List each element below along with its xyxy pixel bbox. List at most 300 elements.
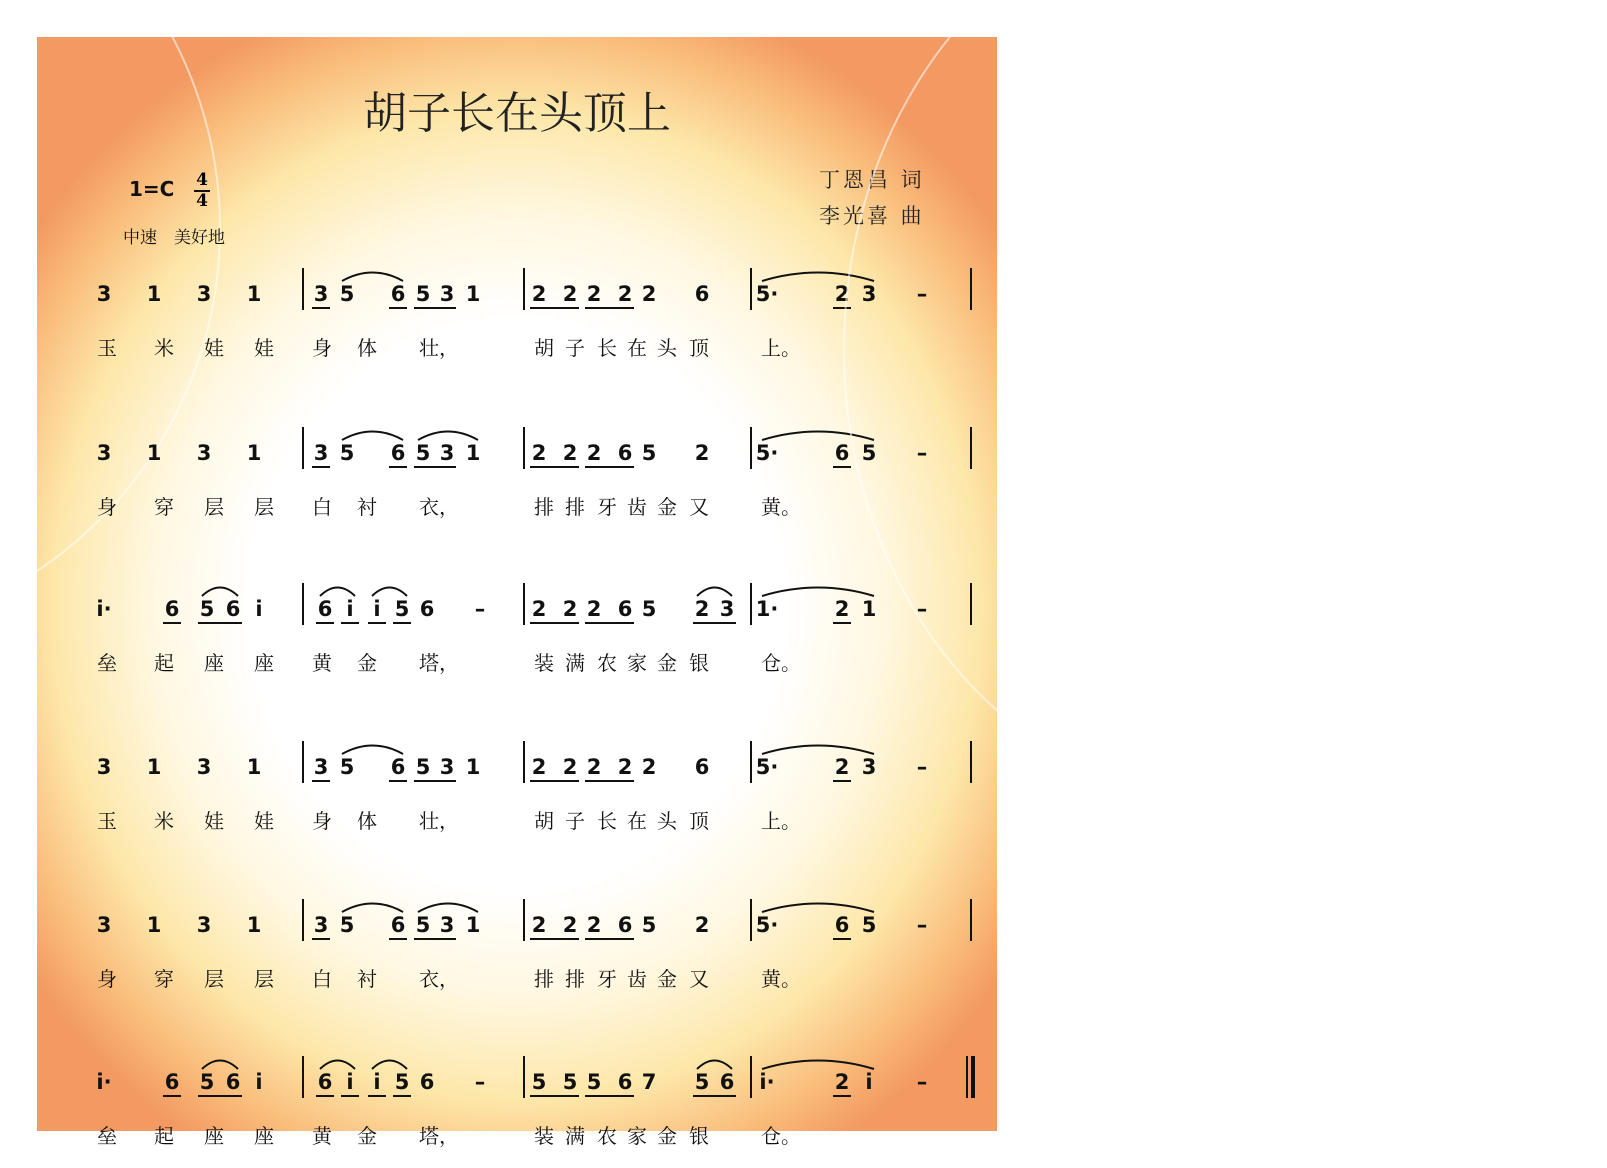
duration-underline: [585, 938, 634, 940]
jianpu-note: 5: [339, 441, 355, 465]
jianpu-note: 5·: [755, 282, 779, 306]
jianpu-note: 2: [531, 282, 547, 306]
barline: [750, 1056, 752, 1098]
barline: [970, 427, 972, 469]
jianpu-note: 6: [694, 755, 710, 779]
slur-mark: [417, 427, 479, 441]
composer-credit: 李光喜 曲: [819, 204, 925, 228]
barline: [302, 268, 304, 310]
lyric-syllable: 农: [597, 651, 617, 675]
jianpu-note: 2: [617, 282, 633, 306]
duration-underline: [530, 1095, 579, 1097]
jianpu-note: 2: [834, 597, 850, 621]
jianpu-note: 2: [694, 913, 710, 937]
jianpu-note: 5·: [755, 441, 779, 465]
lyric-syllable: 农: [597, 1124, 617, 1148]
lyric-syllable: 金: [657, 967, 677, 991]
jianpu-note: 2: [562, 597, 578, 621]
time-denominator: 4: [196, 191, 208, 211]
slur-mark: [696, 1056, 733, 1070]
slur-mark: [371, 1056, 408, 1070]
duration-underline: [312, 307, 330, 309]
barline: [302, 583, 304, 625]
duration-underline: [389, 307, 407, 309]
duration-underline: [316, 1095, 334, 1097]
jianpu-note: 5: [641, 913, 657, 937]
jianpu-note: 2: [562, 755, 578, 779]
slur-mark: [417, 899, 479, 913]
jianpu-note: 5: [531, 1070, 547, 1094]
jianpu-note: 3: [96, 282, 112, 306]
barline: [523, 583, 525, 625]
score-sheet: [37, 37, 997, 1148]
key-signature: 1=C: [129, 177, 175, 201]
lyric-syllable: 层: [254, 495, 274, 519]
lyric-syllable: 仓。: [761, 1124, 801, 1148]
jianpu-note: 1: [146, 755, 162, 779]
final-barline-thin: [966, 1056, 968, 1098]
slur-mark: [696, 583, 733, 597]
jianpu-note: 5·: [755, 755, 779, 779]
lyric-syllable: 身: [312, 336, 332, 360]
lyric-syllable: 排: [565, 495, 585, 519]
duration-underline: [198, 1095, 242, 1097]
jianpu-note: 6: [834, 913, 850, 937]
lyric-syllable: 头: [657, 809, 677, 833]
lyric-syllable: 装: [534, 1124, 554, 1148]
jianpu-note: 2: [531, 755, 547, 779]
duration-underline: [833, 938, 851, 940]
barline: [750, 899, 752, 941]
jianpu-note: 7: [641, 1070, 657, 1094]
jianpu-note: i: [373, 597, 381, 621]
slur-mark: [319, 1056, 356, 1070]
lyric-syllable: 黄。: [761, 967, 801, 991]
duration-underline: [414, 938, 456, 940]
jianpu-note: 5: [586, 1070, 602, 1094]
jianpu-note: i·: [759, 1070, 775, 1094]
lyric-syllable: 白: [312, 495, 332, 519]
jianpu-note: 5: [562, 1070, 578, 1094]
lyric-syllable: 子: [565, 336, 585, 360]
jianpu-note: 1: [465, 755, 481, 779]
jianpu-note: 3: [313, 913, 329, 937]
lyric-syllable: 齿: [627, 967, 647, 991]
barline: [302, 1056, 304, 1098]
jianpu-note: 3: [861, 755, 877, 779]
lyric-syllable: 米: [154, 336, 174, 360]
jianpu-note: 6: [390, 755, 406, 779]
jianpu-note: 2: [586, 441, 602, 465]
barline: [750, 583, 752, 625]
jianpu-note: i: [373, 1070, 381, 1094]
jianpu-note: 6: [617, 441, 633, 465]
jianpu-note: 1: [465, 441, 481, 465]
lyric-syllable: 家: [627, 1124, 647, 1148]
lyric-syllable: 塔，: [419, 1124, 459, 1148]
lyric-syllable: 层: [204, 495, 224, 519]
duration-underline: [585, 307, 634, 309]
duration-underline: [163, 1095, 181, 1097]
duration-underline: [693, 1095, 736, 1097]
lyric-syllable: 齿: [627, 495, 647, 519]
lyric-syllable: 金: [657, 651, 677, 675]
lyric-syllable: 体: [357, 809, 377, 833]
jianpu-note: 5: [415, 913, 431, 937]
jianpu-note: 5·: [755, 913, 779, 937]
jianpu-note: 1: [465, 913, 481, 937]
jianpu-note: 6: [694, 282, 710, 306]
duration-underline: [414, 307, 456, 309]
duration-underline: [833, 622, 851, 624]
lyric-syllable: 排: [534, 495, 554, 519]
barline: [523, 427, 525, 469]
jianpu-note: 5: [694, 1070, 710, 1094]
duration-underline: [393, 622, 411, 624]
slur-mark: [761, 741, 875, 755]
jianpu-note: 1: [861, 597, 877, 621]
jianpu-note: 5: [394, 597, 410, 621]
lyric-syllable: 满: [565, 651, 585, 675]
jianpu-note: 3: [439, 441, 455, 465]
lyric-syllable: 装: [534, 651, 554, 675]
lyric-syllable: 娃: [254, 336, 274, 360]
jianpu-note: i·: [96, 597, 112, 621]
lyric-syllable: 牙: [597, 967, 617, 991]
lyric-syllable: 又: [689, 495, 709, 519]
lyric-syllable: 起: [154, 1124, 174, 1148]
lyric-syllable: 白: [312, 967, 332, 991]
duration-underline: [198, 622, 242, 624]
jianpu-note: i: [255, 597, 263, 621]
duration-underline: [585, 466, 634, 468]
jianpu-note: 1: [146, 441, 162, 465]
slur-mark: [761, 1056, 875, 1070]
lyric-syllable: 长: [597, 809, 617, 833]
jianpu-note: –: [916, 282, 928, 306]
jianpu-note: 5: [199, 597, 215, 621]
lyric-syllable: 衣，: [419, 967, 459, 991]
lyric-syllable: 又: [689, 967, 709, 991]
jianpu-note: 1: [246, 441, 262, 465]
lyric-syllable: 身: [97, 967, 117, 991]
duration-underline: [316, 622, 334, 624]
duration-underline: [393, 1095, 411, 1097]
barline: [523, 268, 525, 310]
jianpu-note: 3: [439, 282, 455, 306]
lyric-syllable: 座: [254, 651, 274, 675]
jianpu-note: 1: [146, 282, 162, 306]
lyric-syllable: 金: [657, 1124, 677, 1148]
jianpu-note: 6: [419, 597, 435, 621]
lyric-syllable: 家: [627, 651, 647, 675]
jianpu-note: 2: [562, 913, 578, 937]
jianpu-note: 5: [415, 755, 431, 779]
duration-underline: [530, 307, 579, 309]
duration-underline: [341, 1095, 359, 1097]
lyric-syllable: 黄: [312, 651, 332, 675]
slur-mark: [319, 583, 356, 597]
slur-mark: [341, 268, 404, 282]
duration-underline: [389, 938, 407, 940]
duration-underline: [585, 1095, 634, 1097]
jianpu-note: 3: [196, 913, 212, 937]
jianpu-note: 6: [617, 913, 633, 937]
duration-underline: [530, 938, 579, 940]
jianpu-note: 3: [719, 597, 735, 621]
lyric-syllable: 娃: [204, 809, 224, 833]
jianpu-note: 6: [617, 597, 633, 621]
duration-underline: [414, 780, 456, 782]
lyric-syllable: 座: [204, 651, 224, 675]
lyric-syllable: 衬: [357, 967, 377, 991]
jianpu-note: 5: [339, 282, 355, 306]
duration-underline: [530, 466, 579, 468]
lyric-syllable: 娃: [204, 336, 224, 360]
jianpu-note: 2: [641, 282, 657, 306]
jianpu-note: 6: [834, 441, 850, 465]
jianpu-note: 2: [694, 597, 710, 621]
lyric-syllable: 黄。: [761, 495, 801, 519]
jianpu-note: 5: [641, 441, 657, 465]
lyric-syllable: 身: [312, 809, 332, 833]
lyric-syllable: 身: [97, 495, 117, 519]
lyric-syllable: 上。: [761, 336, 801, 360]
jianpu-note: 2: [834, 1070, 850, 1094]
barline: [750, 741, 752, 783]
duration-underline: [341, 622, 359, 624]
lyric-syllable: 壮，: [419, 336, 459, 360]
barline: [970, 268, 972, 310]
barline: [302, 427, 304, 469]
jianpu-note: 6: [390, 913, 406, 937]
slur-mark: [201, 583, 239, 597]
lyric-syllable: 娃: [254, 809, 274, 833]
duration-underline: [833, 307, 851, 309]
jianpu-note: 6: [225, 1070, 241, 1094]
slur-mark: [371, 583, 408, 597]
jianpu-note: i: [346, 597, 354, 621]
lyric-syllable: 玉: [97, 336, 117, 360]
jianpu-note: 2: [694, 441, 710, 465]
lyric-syllable: 长: [597, 336, 617, 360]
duration-underline: [163, 622, 181, 624]
lyric-syllable: 上。: [761, 809, 801, 833]
barline: [970, 899, 972, 941]
jianpu-note: 6: [390, 282, 406, 306]
lyric-syllable: 层: [204, 967, 224, 991]
time-signature: [194, 172, 210, 210]
duration-underline: [389, 780, 407, 782]
jianpu-note: 3: [313, 282, 329, 306]
duration-underline: [389, 466, 407, 468]
lyric-syllable: 银: [689, 651, 709, 675]
lyric-syllable: 头: [657, 336, 677, 360]
lyric-syllable: 子: [565, 809, 585, 833]
lyric-syllable: 座: [204, 1124, 224, 1148]
lyricist-credit: 丁恩昌 词: [819, 168, 925, 192]
jianpu-note: 6: [419, 1070, 435, 1094]
jianpu-note: 3: [96, 913, 112, 937]
barline: [302, 741, 304, 783]
jianpu-note: 2: [834, 755, 850, 779]
jianpu-note: 6: [617, 1070, 633, 1094]
jianpu-note: 6: [317, 1070, 333, 1094]
lyric-syllable: 塔，: [419, 651, 459, 675]
slur-mark: [761, 268, 875, 282]
jianpu-note: i: [865, 1070, 873, 1094]
lyric-syllable: 黄: [312, 1124, 332, 1148]
barline: [523, 741, 525, 783]
slur-mark: [761, 899, 875, 913]
jianpu-note: 5: [641, 597, 657, 621]
duration-underline: [530, 780, 579, 782]
barline: [970, 583, 972, 625]
jianpu-note: 3: [439, 755, 455, 779]
jianpu-note: –: [916, 597, 928, 621]
slur-mark: [201, 1056, 239, 1070]
lyric-syllable: 体: [357, 336, 377, 360]
jianpu-note: 2: [834, 282, 850, 306]
lyric-syllable: 壮，: [419, 809, 459, 833]
jianpu-note: –: [916, 441, 928, 465]
jianpu-note: 2: [531, 441, 547, 465]
lyric-syllable: 米: [154, 809, 174, 833]
lyric-syllable: 衣，: [419, 495, 459, 519]
jianpu-note: 2: [586, 755, 602, 779]
duration-underline: [312, 780, 330, 782]
jianpu-note: 2: [586, 913, 602, 937]
lyric-syllable: 胡: [534, 809, 554, 833]
jianpu-note: 1: [246, 282, 262, 306]
duration-underline: [312, 466, 330, 468]
duration-underline: [585, 622, 634, 624]
jianpu-note: –: [916, 913, 928, 937]
jianpu-note: –: [916, 755, 928, 779]
jianpu-note: 5: [415, 441, 431, 465]
lyric-syllable: 层: [254, 967, 274, 991]
lyric-syllable: 满: [565, 1124, 585, 1148]
duration-underline: [833, 780, 851, 782]
jianpu-note: 5: [861, 913, 877, 937]
jianpu-note: 6: [164, 597, 180, 621]
jianpu-note: 3: [861, 282, 877, 306]
jianpu-note: 2: [586, 282, 602, 306]
jianpu-note: –: [474, 597, 486, 621]
lyric-syllable: 牙: [597, 495, 617, 519]
jianpu-note: i: [346, 1070, 354, 1094]
duration-underline: [585, 780, 634, 782]
lyric-syllable: 穿: [154, 967, 174, 991]
song-title: 胡子长在头顶上: [363, 88, 671, 139]
lyric-syllable: 衬: [357, 495, 377, 519]
duration-underline: [833, 466, 851, 468]
jianpu-note: –: [474, 1070, 486, 1094]
lyric-syllable: 仓。: [761, 651, 801, 675]
jianpu-note: 2: [562, 441, 578, 465]
jianpu-note: 2: [641, 755, 657, 779]
jianpu-note: 3: [96, 441, 112, 465]
jianpu-note: 5: [415, 282, 431, 306]
duration-underline: [693, 622, 736, 624]
jianpu-note: 3: [313, 441, 329, 465]
jianpu-note: 3: [439, 913, 455, 937]
lyric-syllable: 在: [627, 809, 647, 833]
jianpu-note: i: [255, 1070, 263, 1094]
barline: [523, 899, 525, 941]
slur-mark: [761, 427, 875, 441]
lyric-syllable: 垒: [97, 651, 117, 675]
lyric-syllable: 顶: [689, 336, 709, 360]
jianpu-note: 5: [339, 913, 355, 937]
jianpu-note: 5: [394, 1070, 410, 1094]
slur-mark: [341, 427, 404, 441]
duration-underline: [368, 1095, 386, 1097]
jianpu-note: 5: [199, 1070, 215, 1094]
final-barline-thick: [971, 1056, 975, 1098]
jianpu-note: 6: [225, 597, 241, 621]
jianpu-note: 1: [246, 913, 262, 937]
jianpu-note: 6: [390, 441, 406, 465]
barline: [523, 1056, 525, 1098]
duration-underline: [833, 1095, 851, 1097]
jianpu-note: 2: [586, 597, 602, 621]
jianpu-note: i·: [96, 1070, 112, 1094]
lyric-syllable: 起: [154, 651, 174, 675]
barline: [750, 427, 752, 469]
lyric-syllable: 排: [565, 967, 585, 991]
lyric-syllable: 顶: [689, 809, 709, 833]
jianpu-note: 3: [313, 755, 329, 779]
jianpu-note: 1: [246, 755, 262, 779]
jianpu-note: 3: [96, 755, 112, 779]
slur-mark: [761, 583, 875, 597]
jianpu-note: 2: [562, 282, 578, 306]
jianpu-note: 1: [465, 282, 481, 306]
lyric-syllable: 金: [357, 1124, 377, 1148]
jianpu-note: –: [916, 1070, 928, 1094]
slur-mark: [341, 741, 404, 755]
lyric-syllable: 排: [534, 967, 554, 991]
lyric-syllable: 垒: [97, 1124, 117, 1148]
jianpu-note: 2: [531, 913, 547, 937]
lyric-syllable: 在: [627, 336, 647, 360]
lyric-syllable: 座: [254, 1124, 274, 1148]
duration-underline: [414, 466, 456, 468]
duration-underline: [368, 622, 386, 624]
barline: [970, 741, 972, 783]
jianpu-note: 3: [196, 441, 212, 465]
jianpu-note: 5: [339, 755, 355, 779]
jianpu-note: 3: [196, 282, 212, 306]
jianpu-note: 3: [196, 755, 212, 779]
duration-underline: [530, 622, 579, 624]
jianpu-note: 2: [531, 597, 547, 621]
lyric-syllable: 玉: [97, 809, 117, 833]
jianpu-note: 5: [861, 441, 877, 465]
lyric-syllable: 金: [657, 495, 677, 519]
tempo-marking: 中速 美好地: [123, 228, 225, 248]
time-numerator: 4: [196, 170, 208, 190]
slur-mark: [341, 899, 404, 913]
jianpu-note: 1: [146, 913, 162, 937]
duration-underline: [312, 938, 330, 940]
barline: [302, 899, 304, 941]
jianpu-note: 6: [719, 1070, 735, 1094]
barline: [750, 268, 752, 310]
jianpu-note: 2: [617, 755, 633, 779]
lyric-syllable: 胡: [534, 336, 554, 360]
